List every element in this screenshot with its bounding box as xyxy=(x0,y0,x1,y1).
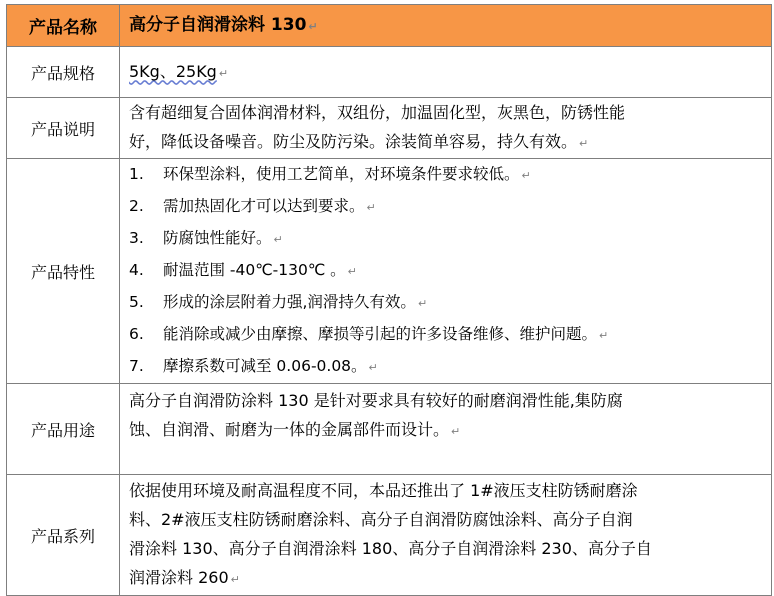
series-row xyxy=(7,475,772,596)
feature-item xyxy=(129,191,767,223)
usage-line-1: 高分子自润滑防涂料 130 是针对要求具有较好的耐磨润滑性能,集防腐 xyxy=(129,391,623,410)
series-line-2: 料、2#液压支柱防锈耐磨涂料、高分子自润滑防腐蚀涂料、高分子自润 xyxy=(129,510,633,529)
paragraph-mark: ↵ xyxy=(579,137,589,150)
feature-text: 需加热固化才可以达到要求。 xyxy=(163,197,365,215)
series-cell xyxy=(120,475,772,596)
spec-label-cell xyxy=(7,47,120,98)
spec-label: 产品规格 xyxy=(30,63,95,83)
header-label-cell xyxy=(7,5,120,47)
header-value-cell xyxy=(120,5,772,47)
paragraph-mark: ↵ xyxy=(521,169,531,182)
product-spec-table xyxy=(6,4,772,596)
feature-number: 5. xyxy=(129,293,144,311)
header-label: 产品名称 xyxy=(29,18,97,38)
feature-item xyxy=(129,159,767,191)
paragraph-mark: ↵ xyxy=(218,66,229,80)
series-label-cell xyxy=(7,475,120,596)
feature-item xyxy=(129,255,767,287)
product-name: 高分子自润滑涂料 130 xyxy=(129,14,307,35)
spec-value: 5Kg、25Kg xyxy=(129,61,217,81)
usage-label-cell xyxy=(7,384,120,475)
series-line-4: 润滑涂料 260 xyxy=(129,568,229,587)
description-line-1: 含有超细复合固体润滑材料，双组份，加温固化型，灰黑色，防锈性能 xyxy=(129,103,626,122)
paragraph-mark: ↵ xyxy=(230,573,240,586)
feature-number: 3. xyxy=(129,229,144,247)
feature-item xyxy=(129,319,767,351)
paragraph-mark: ↵ xyxy=(451,425,461,438)
series-label: 产品系列 xyxy=(30,526,95,546)
feature-item xyxy=(129,287,767,319)
description-label: 产品说明 xyxy=(30,119,95,139)
features-row xyxy=(7,159,772,384)
series-line-3: 滑涂料 130、高分子自润滑涂料 180、高分子自润滑涂料 230、高分子自 xyxy=(129,539,652,558)
features-label: 产品特性 xyxy=(30,262,95,282)
usage-line-2: 蚀、自润滑、耐磨为一体的金属部件而设计。 xyxy=(129,420,450,439)
feature-number: 6. xyxy=(129,325,144,343)
series-line-1: 依据使用环境及耐高温程度不同，本品还推出了 1#液压支柱防锈耐磨涂 xyxy=(129,481,638,500)
feature-number: 2. xyxy=(129,197,144,215)
feature-text: 摩擦系数可减至 0.06-0.08。 xyxy=(163,357,367,375)
paragraph-mark: ↵ xyxy=(273,233,283,246)
usage-label: 产品用途 xyxy=(30,420,95,440)
feature-number: 7. xyxy=(129,357,144,375)
paragraph-mark: ↵ xyxy=(308,19,318,33)
usage-cell xyxy=(120,384,772,475)
usage-row xyxy=(7,384,772,475)
description-cell xyxy=(120,98,772,159)
description-line-2: 好，降低设备噪音。防尘及防污染。涂装简单容易，持久有效。 xyxy=(129,132,578,151)
header-row xyxy=(7,5,772,47)
features-cell xyxy=(120,159,772,384)
feature-item xyxy=(129,223,767,255)
feature-text: 形成的涂层附着力强,润滑持久有效。 xyxy=(163,293,416,311)
spec-row xyxy=(7,47,772,98)
feature-number: 1. xyxy=(129,165,144,183)
paragraph-mark: ↵ xyxy=(599,329,609,342)
description-label-cell xyxy=(7,98,120,159)
paragraph-mark: ↵ xyxy=(347,265,357,278)
paragraph-mark: ↵ xyxy=(417,297,428,310)
description-row xyxy=(7,98,772,159)
spec-value-cell xyxy=(120,47,772,98)
feature-text: 防腐蚀性能好。 xyxy=(163,229,272,247)
feature-item xyxy=(129,351,767,383)
features-label-cell xyxy=(7,159,120,384)
feature-text: 耐温范围 -40℃-130℃ 。 xyxy=(163,261,346,279)
feature-number: 4. xyxy=(129,261,144,279)
paragraph-mark: ↵ xyxy=(368,361,378,374)
paragraph-mark: ↵ xyxy=(366,201,376,214)
feature-text: 能消除或减少由摩擦、摩损等引起的许多设备维修、维护问题。 xyxy=(163,325,598,343)
features-list xyxy=(129,159,767,383)
feature-text: 环保型涂料，使用工艺简单，对环境条件要求较低。 xyxy=(163,165,520,183)
